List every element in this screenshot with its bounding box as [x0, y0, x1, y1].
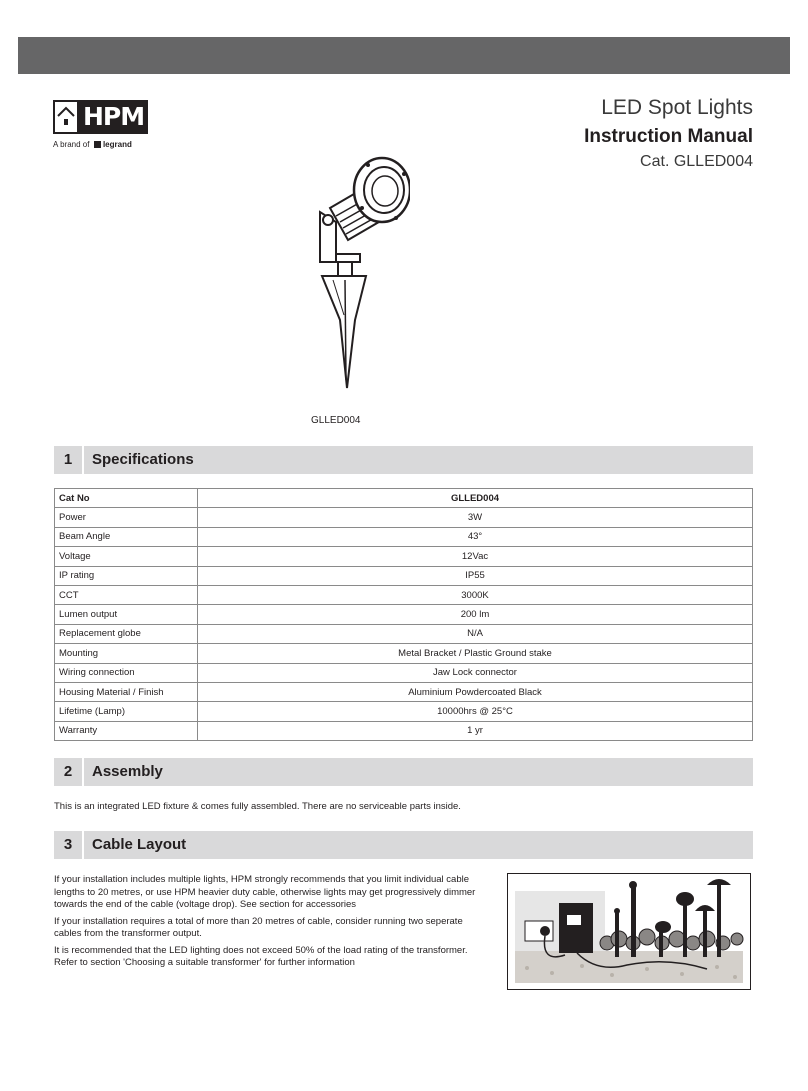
section-number: 2 — [54, 758, 84, 786]
table-row — [55, 682, 753, 701]
catalog-number: Cat. GLLED004 — [640, 153, 753, 170]
spec-label: Lifetime (Lamp) — [55, 702, 198, 721]
spec-label: Power — [55, 508, 198, 527]
table-row — [55, 721, 753, 740]
paragraph: If your installation includes multiple lights, HPM strongly recommends that you limit individual cable lengths to 20 metres, or use HPM heavier duty cable, otherwise lights may get progressively dimmer towards the end of the cable (voltage drop). See section for accessories — [54, 874, 476, 910]
table-header-row — [55, 489, 753, 508]
spec-value: N/A — [198, 624, 753, 643]
spec-label: CCT — [55, 585, 198, 604]
spec-value: 12Vac — [198, 547, 753, 566]
header-bar — [18, 37, 790, 74]
table-row — [55, 566, 753, 585]
spec-label: Housing Material / Finish — [55, 682, 198, 701]
spec-value: Metal Bracket / Plastic Ground stake — [198, 644, 753, 663]
spec-label: Beam Angle — [55, 527, 198, 546]
spec-value: Aluminium Powdercoated Black — [198, 682, 753, 701]
logo-text: HPM — [79, 100, 148, 134]
product-title: LED Spot Lights — [601, 96, 753, 119]
table-row — [55, 508, 753, 527]
garden-lighting-illustration — [507, 873, 751, 990]
section-title: Cable Layout — [92, 836, 187, 853]
spec-label: Wiring connection — [55, 663, 198, 682]
spot-light-image — [300, 150, 410, 405]
table-row — [55, 702, 753, 721]
spec-value: 200 lm — [198, 605, 753, 624]
spec-label: Warranty — [55, 721, 198, 740]
table-row — [55, 605, 753, 624]
table-header-cell: GLLED004 — [198, 489, 753, 508]
spec-value: 3W — [198, 508, 753, 527]
table-row — [55, 527, 753, 546]
section-specifications-header — [54, 446, 753, 474]
spec-label: Replacement globe — [55, 624, 198, 643]
spec-value: 10000hrs @ 25°C — [198, 702, 753, 721]
section-number: 1 — [54, 446, 84, 474]
table-row — [55, 585, 753, 604]
section-number: 3 — [54, 831, 84, 859]
spec-label: IP rating — [55, 566, 198, 585]
table-header-cell: Cat No — [55, 489, 198, 508]
table-row — [55, 547, 753, 566]
hpm-logo — [53, 100, 148, 149]
specifications-table — [54, 488, 753, 741]
spec-label: Lumen output — [55, 605, 198, 624]
table-row — [55, 624, 753, 643]
section-cable-layout-header — [54, 831, 753, 859]
spec-value: 43° — [198, 527, 753, 546]
title-block — [584, 96, 753, 171]
product-caption: GLLED004 — [311, 415, 361, 426]
spec-value: 1 yr — [198, 721, 753, 740]
table-row — [55, 644, 753, 663]
spec-value: IP55 — [198, 566, 753, 585]
spec-value: 3000K — [198, 585, 753, 604]
spec-label: Mounting — [55, 644, 198, 663]
paragraph: It is recommended that the LED lighting does not exceed 50% of the load rating of the transformer. Refer to section 'Choosing a suitable transformer' for further information — [54, 944, 468, 968]
legrand-icon — [94, 141, 101, 148]
paragraph: If your installation requires a total of more than 20 metres of cable, consider running two seperate cables from the transformer output. — [54, 915, 463, 939]
document-title: Instruction Manual — [584, 126, 753, 147]
assembly-text: This is an integrated LED ﬁxture & comes fully assembled. There are no serviceable parts inside. — [54, 801, 461, 812]
spec-value: Jaw Lock connector — [198, 663, 753, 682]
cable-layout-text — [54, 874, 490, 970]
brand-line: A brand of legrand — [53, 140, 132, 149]
section-assembly-header — [54, 758, 753, 786]
house-icon — [53, 100, 79, 134]
spec-label: Voltage — [55, 547, 198, 566]
table-row — [55, 663, 753, 682]
section-title: Assembly — [92, 763, 163, 780]
section-title: Specifications — [92, 451, 194, 468]
